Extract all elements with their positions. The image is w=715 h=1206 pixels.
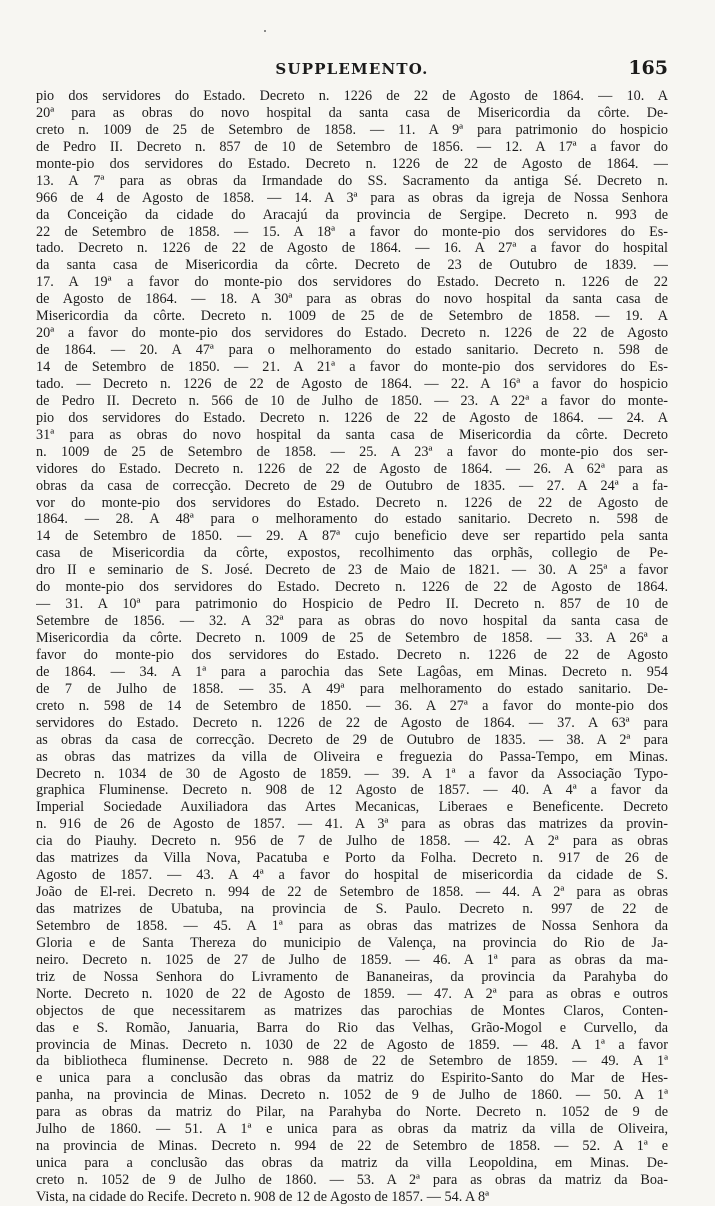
text-line: dro II e seminario de S. José. Decreto de 23 de Maio de 1821. — 30. A 25ª a favor	[36, 562, 668, 579]
text-line: 20ª para as obras do novo hospital da santa casa de Misericordia da côrte. De-	[36, 104, 668, 121]
text-line: vidores do Estado. Decreto n. 1226 de 22 de Agosto de 1864. — 26. A 62ª para as	[36, 460, 668, 477]
text-line: 20ª a favor do monte-pio dos servidores do Estado. Decreto n. 1226 de 22 de Agosto	[36, 325, 668, 342]
text-line: favor do monte-pio dos servidores do Estado. Decreto n. 1226 de 22 de Agosto	[36, 646, 668, 663]
page-header	[36, 57, 668, 84]
text-line: na provincia de Minas. Decreto n. 994 de 22 de Setembro de 1858. — 52. A 1ª e	[36, 1138, 668, 1155]
text-line: da bibliotheca fluminense. Decreto n. 988 de 22 de Setembro de 1859. — 49. A 1ª	[36, 1053, 668, 1070]
text-line: objectos de que necessitarem as matrizes das parochias de Montes Claros, Conten-	[36, 1002, 668, 1019]
text-line: João de El-rei. Decreto n. 994 de 22 de Setembro de 1858. — 44. A 2ª para as obras	[36, 884, 668, 901]
text-line: pio dos servidores do Estado. Decreto n. 1226 de 22 de Agosto de 1864. — 24. A	[36, 409, 668, 426]
text-line: das matrizes da Villa Nova, Pacatuba e Porto da Folha. Decreto n. 917 de 26 de	[36, 850, 668, 867]
text-line: de 7 de Julho de 1858. — 35. A 49ª para melhoramento do estado sanitario. De-	[36, 680, 668, 697]
text-line: obras da casa de correcção. Decreto de 29 de Outubro de 1835. — 27. A 24ª a fa-	[36, 477, 668, 494]
text-line: 1864. — 28. A 48ª para o melhoramento do estado sanitario. Decreto n. 598 de	[36, 511, 668, 528]
text-line: do monte-pio dos servidores do Estado. Decreto n. 1226 de 22 de Agosto de 1864.	[36, 579, 668, 596]
text-line: neiro. Decreto n. 1025 de 27 de Julho de 1859. — 46. A 1ª para as obras da ma-	[36, 951, 668, 968]
text-line: da Conceição da cidade do Aracajú da provincia de Sergipe. Decreto n. 993 de	[36, 206, 668, 223]
text-line: casa de Misericordia da côrte, expostos, recolhimento das orphãs, collegio de Pe-	[36, 545, 668, 562]
text-line: servidores do Estado. Decreto n. 1226 de 22 de Agosto de 1864. — 37. A 63ª para	[36, 714, 668, 731]
text-line: para as obras da matriz do Pilar, na Parahyba do Norte. Decreto n. 1052 de 9 de	[36, 1104, 668, 1121]
text-line: as obras da casa de correcção. Decreto de 29 de Outubro de 1835. — 38. A 2ª para	[36, 731, 668, 748]
text-line: 31ª para as obras do novo hospital da santa casa de Misericordia da côrte. Decreto	[36, 426, 668, 443]
text-line: das e S. Romão, Januaria, Barra do Rio das Velhas, Grão-Mogol e Curvello, da	[36, 1019, 668, 1036]
text-line: de Pedro II. Decreto n. 857 de 10 de Setembro de 1856. — 12. A 17ª a favor do	[36, 138, 668, 155]
text-line: Decreto n. 1034 de 30 de Agosto de 1859. — 39. A 1ª a favor da Associação Typo-	[36, 765, 668, 782]
text-line: Misericordia da côrte. Decreto n. 1009 de 25 de de Setembro de 1858. — 19. A	[36, 308, 668, 325]
text-line: Setembre de 1856. — 32. A 32ª para as obras do novo hospital da santa casa de	[36, 613, 668, 630]
text-line: monte-pio dos servidores do Estado. Decreto n. 1226 de 22 de Agosto de 1864. —	[36, 155, 668, 172]
text-line: n. 1009 de 25 de Setembro de 1858. — 25. A 23ª a favor do monte-pio dos ser-	[36, 443, 668, 460]
text-line: Agosto de 1857. — 43. A 4ª a favor do hospital de misericordia da cidade de S.	[36, 867, 668, 884]
text-line: Gloria e de Santa Thereza do municipio de Valença, na provincia do Rio de Ja-	[36, 934, 668, 951]
text-line: n. 916 de 26 de Agosto de 1857. — 41. A 3ª para as obras das matrizes da provin-	[36, 816, 668, 833]
text-line: as obras das matrizes da villa de Oliveira e freguezia do Passa-Tempo, em Minas.	[36, 748, 668, 765]
text-line: creto n. 598 de 14 de Setembro de 1850. — 36. A 27ª a favor do monte-pio dos	[36, 697, 668, 714]
text-line: unica para a conclusão das obras da matriz da villa Leopoldina, em Minas. De-	[36, 1155, 668, 1172]
text-line: de Pedro II. Decreto n. 566 de 10 de Julho de 1850. — 23. A 22ª a favor do monte-	[36, 392, 668, 409]
text-line: das matrizes de Ubatuba, na provincia de S. Paulo. Decreto n. 997 de 22 de	[36, 901, 668, 917]
page-title: SUPPLEMENTO.	[275, 60, 429, 78]
text-line: — 31. A 10ª para patrimonio do Hospicio de Pedro II. Decreto n. 857 de 10 de	[36, 596, 668, 613]
text-line: Julho de 1860. — 51. A 1ª e unica para as obras da matriz da villa de Oliveira,	[36, 1121, 668, 1138]
text-line: de 1864. — 20. A 47ª para o melhoramento do estado sanitario. Decreto n. 598 de	[36, 342, 668, 359]
text-line: de Agosto de 1864. — 18. A 30ª para as obras do novo hospital da santa casa de	[36, 291, 668, 308]
text-line: 22 de Setembro de 1858. — 15. A 18ª a favor do monte-pio dos servidores do Es-	[36, 223, 668, 240]
text-line: triz de Nossa Senhora do Livramento de Bananeiras, da provincia da Parahyba do	[36, 968, 668, 985]
text-line: de 1864. — 34. A 1ª para a parochia das Sete Lagôas, em Minas. Decreto n. 954	[36, 663, 668, 680]
text-line: Setembro de 1858. — 45. A 1ª para as obras das matrizes de Nossa Senhora da	[36, 917, 668, 934]
text-line: Imperial Sociedade Auxiliadora das Artes Mecanicas, Liberaes e Beneficente. Decreto	[36, 799, 668, 816]
text-line: vor do monte-pio dos servidores do Estado. Decreto n. 1226 de 22 de Agosto de	[36, 494, 668, 511]
body-text	[36, 88, 668, 1206]
page-number: 165	[628, 57, 668, 79]
text-line: 14 de Setembro de 1850. — 21. A 21ª a favor do monte-pio dos servidores do Es-	[36, 359, 668, 375]
text-line: 17. A 19ª a favor do monte-pio dos servidores do Estado. Decreto n. 1226 de 22	[36, 274, 668, 291]
text-line: e unica para a conclusão das obras da matriz do Espirito-Santo do Mar de Hes-	[36, 1070, 668, 1087]
text-line: panha, na provincia de Minas. Decreto n. 1052 de 9 de Julho de 1860. — 50. A 1ª	[36, 1087, 668, 1104]
text-line: 966 de 4 de Agosto de 1858. — 14. A 3ª para as obras da igreja de Nossa Senhora	[36, 189, 668, 206]
print-speck	[264, 30, 266, 32]
text-line: Vista, na cidade do Recife. Decreto n. 908 de 12 de Agosto de 1857. — 54. A 8ª	[36, 1188, 490, 1205]
text-line: creto n. 1009 de 25 de Setembro de 1858. — 11. A 9ª para patrimonio do hospicio	[36, 121, 668, 138]
text-line: creto n. 1052 de 9 de Julho de 1860. — 53. A 2ª para as obras da matriz da Boa-	[36, 1172, 668, 1188]
text-line: 13. A 7ª para as obras da Irmandade do SS. Sacramento da antiga Sé. Decreto n.	[36, 172, 668, 189]
text-line: provincia de Minas. Decreto n. 1030 de 22 de Agosto de 1859. — 48. A 1ª a favor	[36, 1036, 668, 1053]
text-line: cia do Piauhy. Decreto n. 956 de 7 de Julho de 1858. — 42. A 2ª para as obras	[36, 833, 668, 850]
text-line: 14 de Setembro de 1850. — 29. A 87ª cujo beneficio deve ser repartido pela santa	[36, 528, 668, 545]
text-line: da santa casa de Misericordia da côrte. Decreto de 23 de Outubro de 1839. —	[36, 257, 668, 274]
text-line: Norte. Decreto n. 1020 de 22 de Agosto de 1859. — 47. A 2ª para as obras e outros	[36, 985, 668, 1002]
text-line: tado. — Decreto n. 1226 de 22 de Agosto de 1864. — 22. A 16ª a favor do hospicio	[36, 375, 668, 392]
text-line: graphica Fluminense. Decreto n. 908 de 12 Agosto de 1857. — 40. A 4ª a favor da	[36, 782, 668, 799]
text-line: Misericordia da côrte. Decreto n. 1009 de 25 de Setembro de 1858. — 33. A 26ª a	[36, 630, 668, 646]
text-line: tado. Decreto n. 1226 de 22 de Agosto de 1864. — 16. A 27ª a favor do hospital	[36, 240, 668, 257]
text-line: pio dos servidores do Estado. Decreto n. 1226 de 22 de Agosto de 1864. — 10. A	[36, 88, 668, 104]
